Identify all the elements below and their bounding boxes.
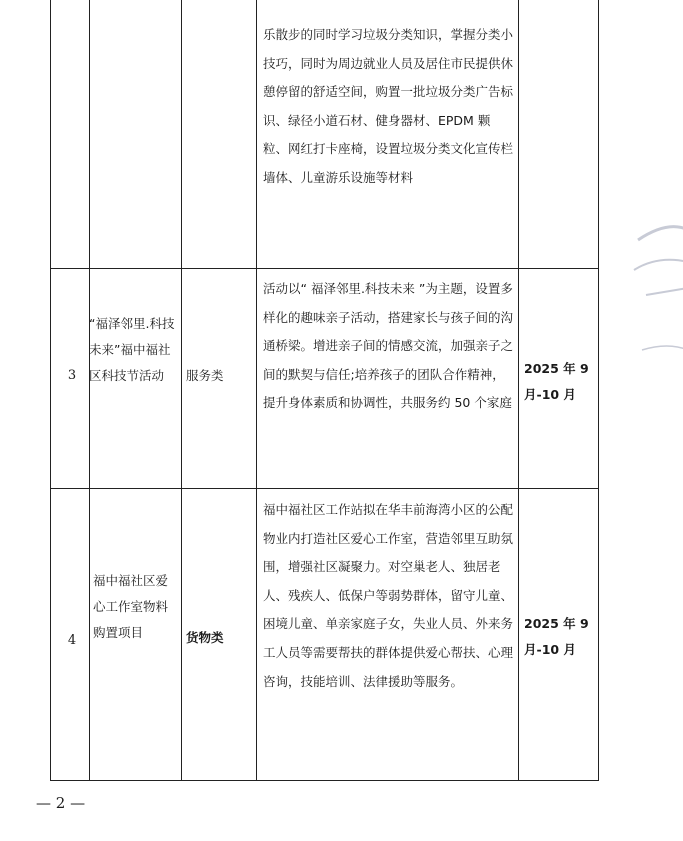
- table-border-col2: [181, 0, 182, 781]
- row-divider-1: [50, 268, 599, 269]
- table-cell-project: “福泽邻里.科技未来”福中福社区科技节活动: [89, 316, 175, 383]
- table-cell-time: 2025 年 9 月-10 月: [524, 361, 589, 402]
- table-cell-category: 货物类: [186, 630, 224, 645]
- table-border-bottom: [50, 780, 599, 781]
- table-border-col1: [89, 0, 90, 781]
- seal-stamp: [628, 200, 683, 370]
- row-divider-2: [50, 488, 599, 489]
- table-cell-content: 福中福社区工作站拟在华丰前海湾小区的公配物业内打造社区爱心工作室，营造邻里互助氛围，增强社区凝聚力。对空巢老人、独居老人、残疾人、低保户等弱势群体，留守儿童、困境儿童、单亲家庭子女，失业人员、外来务工人员等需要帮扶的群体提供爱心帮扶、心理咨询，技能培训、法律援助等服务。: [263, 502, 514, 689]
- page-number: — 2 —: [36, 794, 86, 812]
- table-border-col4: [518, 0, 519, 781]
- table-cell-number: 3: [67, 368, 77, 383]
- table-cell-time: 2025 年 9 月-10 月: [524, 616, 589, 657]
- table-cell-content: 乐散步的同时学习垃圾分类知识，掌握分类小技巧，同时为周边就业人员及居住市民提供休憩停留的舒适空间，购置一批垃圾分类广告标识、绿径小道石材、健身器材、EPDM 颗粒、网红打卡座椅，设置垃圾分类文化宣传栏墙体、儿童游乐设施等材料: [263, 27, 514, 185]
- table-cell-category: 服务类: [186, 368, 224, 383]
- table-border-col3: [256, 0, 257, 781]
- table-border-left: [50, 0, 51, 781]
- table-cell-content: 活动以“ 福泽邻里.科技未来 ”为主题，设置多样化的趣味亲子活动，搭建家长与孩子间的沟通桥梁。增进亲子间的情感交流，加强亲子之间的默契与信任;培养孩子的团队合作精神，提升身体素质和协调性，共服务约 50 个家庭: [263, 281, 514, 411]
- table-border-right: [598, 0, 599, 781]
- table-cell-project: 福中福社区爱心工作室物料购置项目: [93, 573, 169, 640]
- table-cell-number: 4: [67, 633, 77, 648]
